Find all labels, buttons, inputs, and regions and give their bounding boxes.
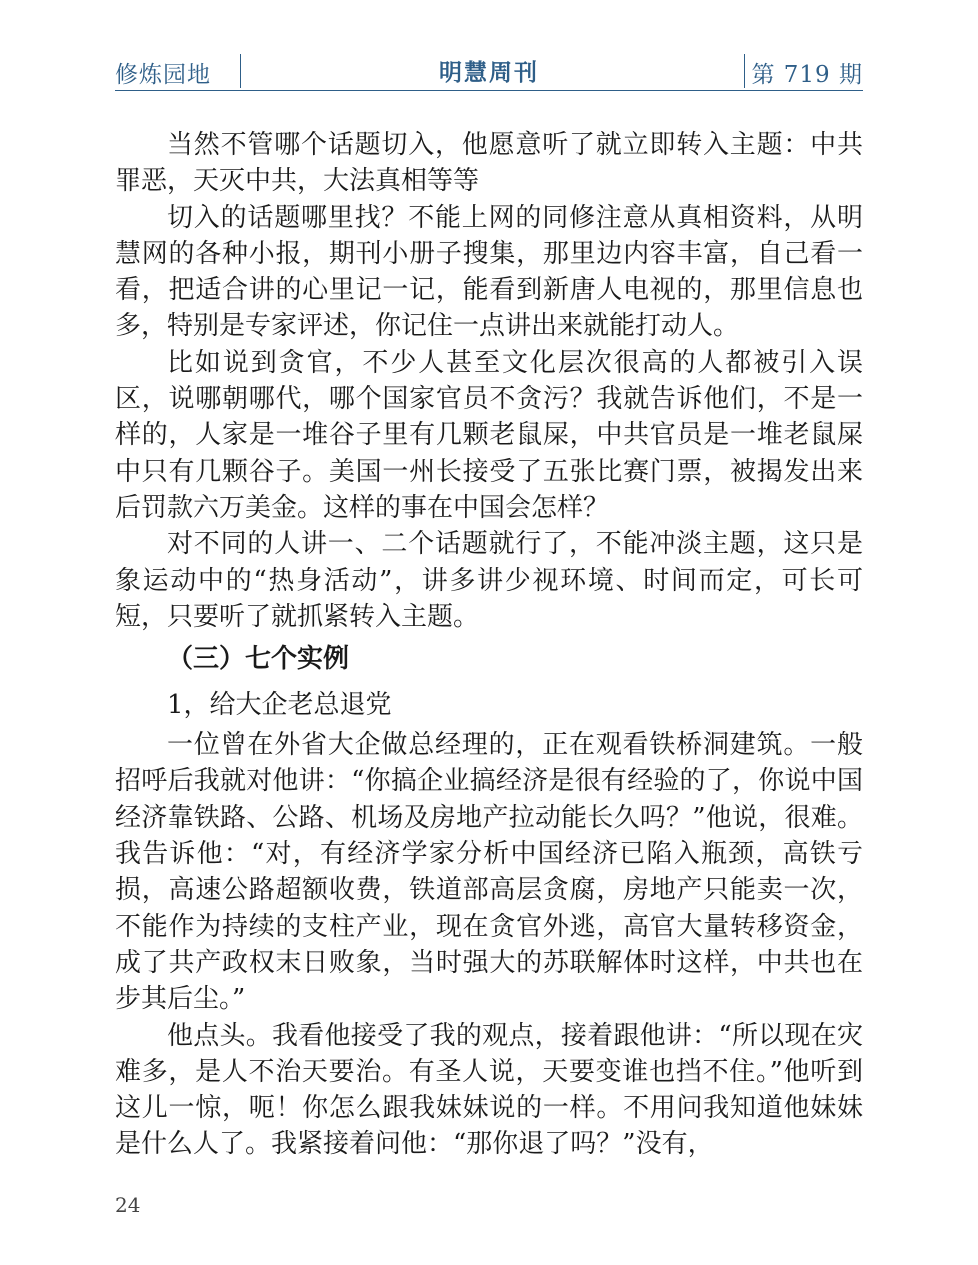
header-divider-right	[744, 54, 745, 88]
page-number: 24	[115, 1193, 141, 1217]
paragraph: 他点头。我看他接受了我的观点，接着跟他讲：“所以现在灾难多，是人不治天要治。有圣人说，天要变谁也挡不住。”他听到这儿一惊，呃！你怎么跟我妹妹说的一样。不用问我知道他妹妹是什么人了。我紧接着问他：“那你退了吗？”没有，	[115, 1020, 863, 1160]
paragraph: 对不同的人讲一、二个话题就行了，不能冲淡主题，这只是象运动中的“热身活动”，讲多讲少视环境、时间而定，可长可短，只要听了就抓紧转入主题。	[115, 529, 863, 632]
section-heading: （三）七个实例	[167, 644, 350, 675]
paragraph: 比如说到贪官，不少人甚至文化层次很高的人都被引入误区，说哪朝哪代，哪个国家官员不贪污？我就告诉他们，不是一样的，人家是一堆谷子里有几颗老鼠屎，中共官员是一堆老鼠屎中只有几颗谷子。美国一州长接受了五张比赛门票，被揭发出来后罚款六万美金。这样的事在中国会怎样？	[115, 347, 863, 523]
publication-title: 明慧周刊	[439, 59, 539, 86]
example-title: 1，给大企老总退党	[167, 690, 392, 721]
article-body	[115, 127, 863, 1163]
paragraph: 切入的话题哪里找？不能上网的同修注意从真相资料，从明慧网的各种小报，期刊小册子搜集，那里边内容丰富，自己看一看，把适合讲的心里记一记，能看到新唐人电视的，那里信息也多，特别是专家评述，你记住一点讲出来就能打动人。	[115, 202, 863, 342]
section-name: 修炼园地	[115, 62, 211, 88]
page-header	[115, 52, 863, 91]
paragraph: 一位曾在外省大企做总经理的，正在观看铁桥洞建筑。一般招呼后我就对他讲：“你搞企业搞经济是很有经验的了，你说中国经济靠铁路、公路、机场及房地产拉动能长久吗？”他说，很难。我告诉他：“对，有经济学家分析中国经济已陷入瓶颈，高铁亏损，高速公路超额收费，铁道部高层贪腐，房地产只能卖一次，不能作为持续的支柱产业，现在贪官外逃，高官大量转移资金，成了共产政权末日败象，当时强大的苏联解体时这样，中共也在步其后尘。”	[115, 730, 863, 1015]
issue-number: 第 719 期	[751, 62, 863, 88]
paragraph: 当然不管哪个话题切入，他愿意听了就立即转入主题：中共罪恶，天灭中共，大法真相等等	[115, 130, 863, 197]
